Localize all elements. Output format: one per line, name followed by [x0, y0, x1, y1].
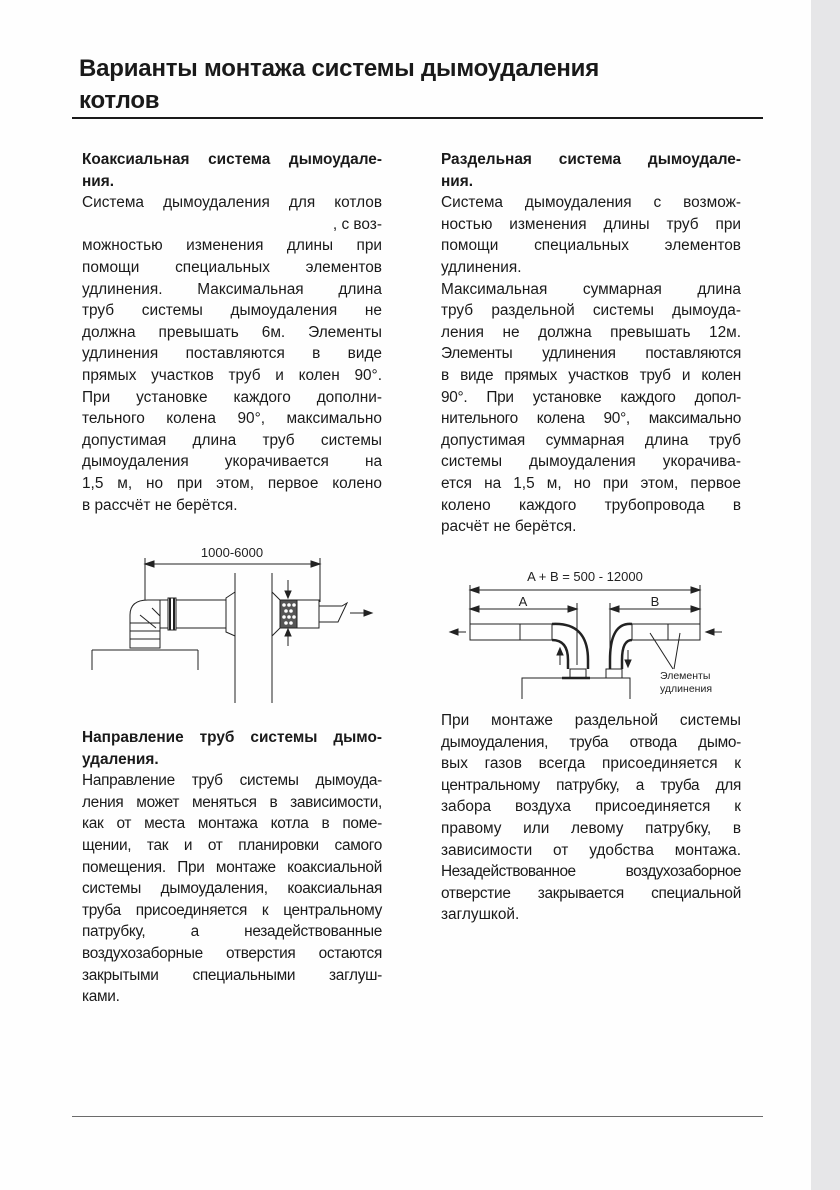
separate-heading: Раздельная система дымоудале- ния. [441, 151, 741, 190]
coaxial-section [82, 149, 382, 516]
direction-heading: Направление труб системы дымо- удаления. [82, 729, 382, 768]
page-title-line-1: Варианты монтажа системы дымоудаления [79, 55, 600, 82]
coaxial-dimension-label: 1000-6000 [200, 545, 264, 560]
page-title-line-2: котлов [79, 87, 160, 114]
length-a-label: A [518, 594, 528, 609]
header-divider [72, 117, 763, 119]
page-title [79, 53, 739, 117]
page-edge-strip [811, 0, 840, 1190]
footer-divider [72, 1116, 763, 1117]
coaxial-flue-diagram [80, 540, 400, 715]
separate-connection-section [441, 710, 741, 926]
coaxial-body: Система дымоудаления для котлов , с воз- можностью изменения длины при помощи специальных элементов удлинения. Максимальная длина труб системы дымоудаления не должна превышать 6м. Элементы удлинения поставляются в виде прямых участков труб и колен 90°. При установке каждого дополни- тельного колена 90°, максимально допустимая длина труб системы дымоудаления укорачивается на 1,5 м, но при этом, первое колено в рассчёт не берётся. [82, 194, 382, 514]
extension-callout-line-2: удлинения [660, 683, 713, 695]
separate-flue-diagram [440, 565, 740, 710]
separate-body: Система дымоудаления с возмож- ностью изменения длины труб при помощи специальных элементов удлинения. Максимальная суммарная длина труб раздельной системы дымоуда- ления не должна превышать 12м. Элементы удлинения поставляются в виде прямых участков труб и колен 90°. При установке каждого допол- нительного колена 90°, максимально допустимая суммарная длина труб системы дымоудаления укорачива- ется на 1,5 м, но при этом, первое колено каждого трубопровода в расчёт не берётся. [441, 194, 741, 536]
extension-callout-line-1: Элементы [660, 670, 711, 682]
direction-section [82, 727, 382, 1008]
separate-section [441, 149, 741, 538]
separate-connection-body: При монтаже раздельной системы дымоудаления, труба отвода дымо- вых газов всегда присоединяется к центральному патрубку, а труба для забора воздуха присоединяется к правому или левому патрубку, в зависимости от удобства монтажа. Незадействованное воздухозаборное отверстие закрывается специальной заглушкой. [441, 712, 741, 924]
direction-body: Направление труб системы дымоуда- ления может меняться в зависимости, как от места монтажа котла в поме- щении, так и от планировки самого помещения. При монтаже коаксиальной системы дымоудаления, коаксиальная труба присоединяется к центральному патрубку, а незадействованные воздухозаборные отверстия остаются закрытыми специальными заглуш- ками. [82, 772, 382, 1006]
coaxial-heading: Коаксиальная система дымоудале- ния. [82, 151, 382, 190]
length-b-label: B [650, 594, 660, 609]
total-length-label: A + B = 500 - 12000 [527, 569, 643, 584]
